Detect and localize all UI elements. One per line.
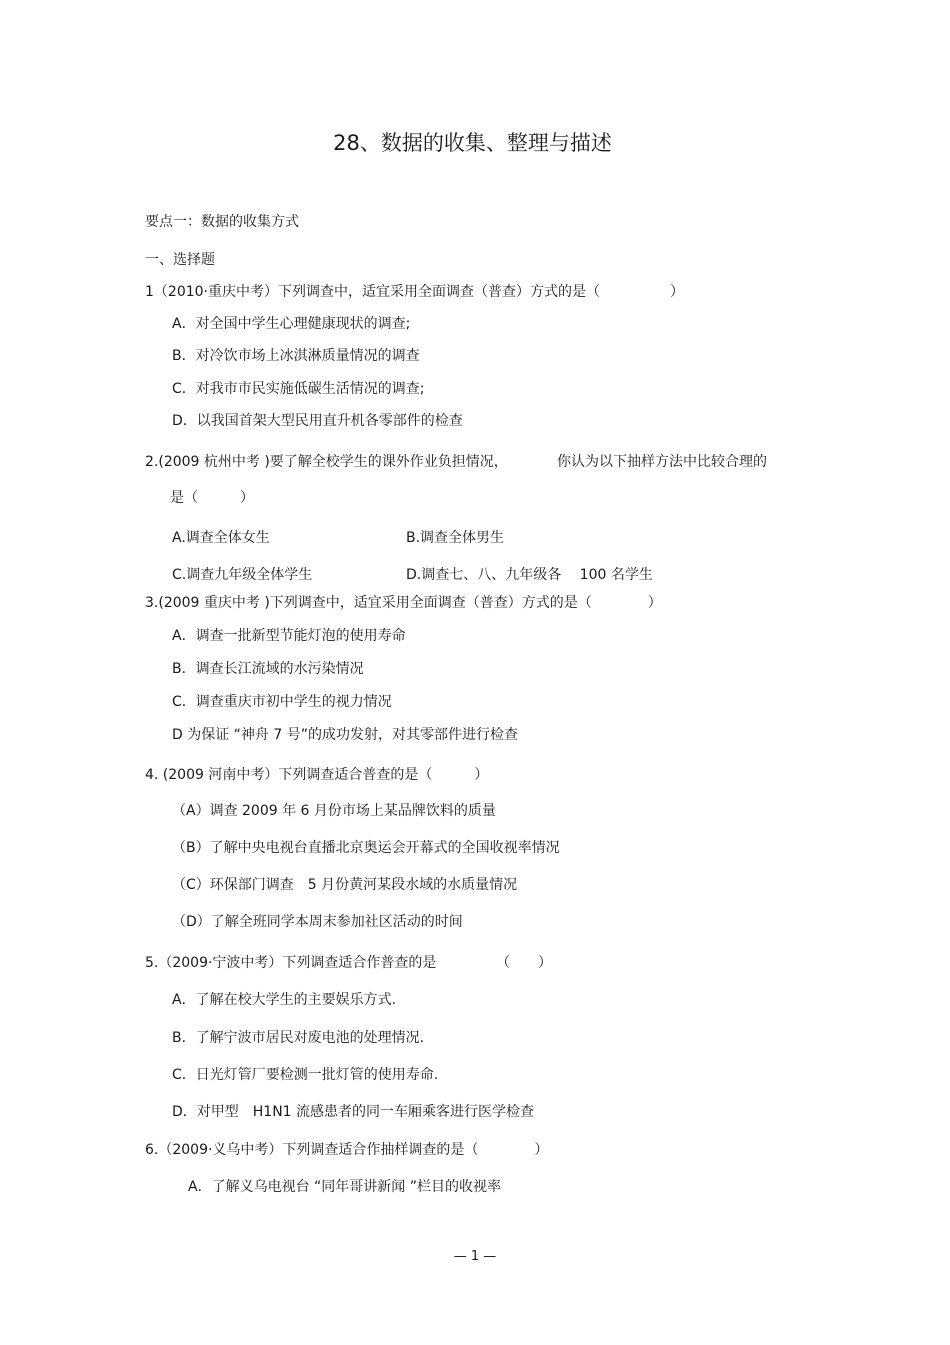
question-1-option-d: D．以我国首架大型民用直升机各零部件的检查 [172,413,463,429]
question-5-option-b: B．了解宁波市居民对废电池的处理情况. [172,1030,425,1046]
question-2-option-b: B.调查全体男生 [406,530,505,546]
question-5-option-d: D．对甲型 H1N1 流感患者的同一车厢乘客进行医学检查 [172,1104,535,1120]
question-5-stem: 5.（2009·宁波中考）下列调查适合作普查的是 [145,955,437,971]
question-1-option-a: A．对全国中学生心理健康现状的调查; [172,316,411,332]
page-number: — 1 — [453,1249,497,1264]
question-4-stem: 4. (2009 河南中考）下列调查适合普查的是（ ） [145,767,489,783]
question-1-option-b: B．对冷饮市场上冰淇淋质量情况的调查 [172,348,420,364]
question-2-option-d: D.调查七、八、九年级各 100 名学生 [406,567,653,583]
question-2-option-a: A.调查全体女生 [172,530,270,546]
question-2-stem-right: 你认为以下抽样方法中比较合理的 [557,454,767,470]
question-3-stem: 3.(2009 重庆中考 )下列调查中，适宜采用全面调查（普查）方式的是（ ） [145,595,662,611]
part-heading: 一、选择题 [145,252,215,268]
question-4-option-c: （C）环保部门调查 5 月份黄河某段水域的水质量情况 [172,877,518,893]
question-1-option-c: C．对我市市民实施低碳生活情况的调查; [172,381,425,397]
question-1-stem: 1（2010·重庆中考）下列调查中，适宜采用全面调查（普查）方式的是（ ） [145,284,684,300]
section-heading: 要点一：数据的收集方式 [145,214,299,230]
question-2-option-c: C.调查九年级全体学生 [172,567,313,583]
question-3-option-c: C．调查重庆市初中学生的视力情况 [172,694,392,710]
question-5-option-c: C．日光灯管厂要检测一批灯管的使用寿命. [172,1067,439,1083]
question-4-option-d: （D）了解全班同学本周末参加社区活动的时间 [172,914,463,930]
question-5-option-a: A．了解在校大学生的主要娱乐方式. [172,992,397,1008]
page-title: 28、数据的收集、整理与描述 [333,131,612,155]
question-4-option-b: （B）了解中央电视台直播北京奥运会开幕式的全国收视率情况 [172,840,560,856]
question-6-stem: 6.（2009·义乌中考）下列调查适合作抽样调查的是（ ） [145,1142,549,1158]
question-4-option-a: （A）调查 2009 年 6 月份市场上某品牌饮料的质量 [172,803,496,819]
question-2-stem: 2.(2009 杭州中考 )要了解全校学生的课外作业负担情况， [145,454,508,470]
question-3-option-a: A．调查一批新型节能灯泡的使用寿命 [172,628,406,644]
question-3-option-d: D 为保证 “神舟 7 号”的成功发射，对其零部件进行检查 [172,727,518,743]
question-3-option-b: B．调查长江流域的水污染情况 [172,661,364,677]
question-5-paren: （ ） [496,955,552,971]
question-2-stem-cont: 是（ ） [170,490,254,506]
question-6-option-a: A．了解义乌电视台 “同年哥讲新闻 ”栏目的收视率 [188,1179,501,1195]
